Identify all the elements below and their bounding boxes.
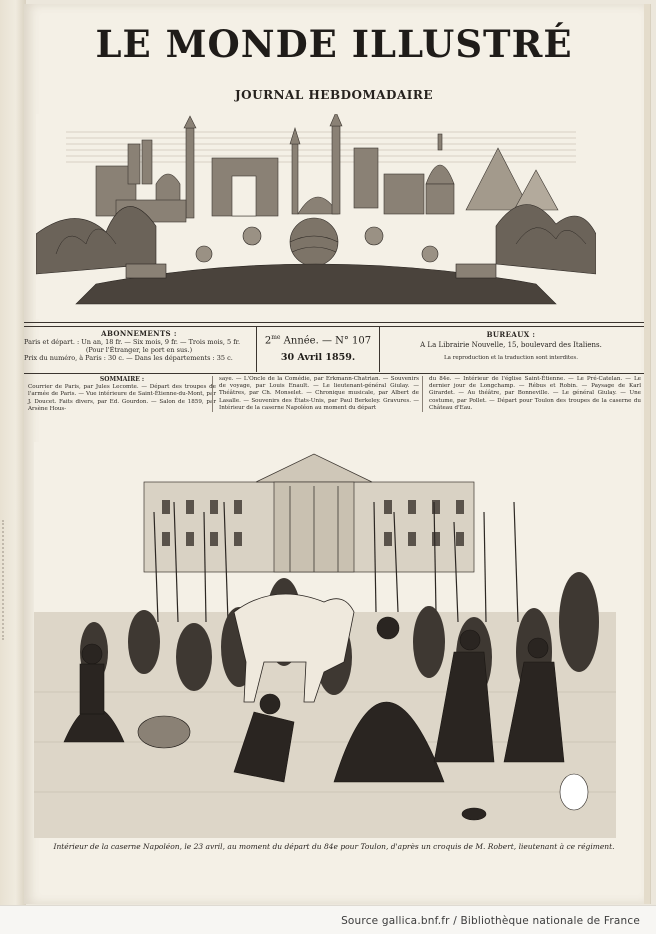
masthead-illustration bbox=[36, 114, 596, 319]
subscriptions-note: (Pour l'Étranger, le port en sus.) bbox=[85, 346, 193, 354]
year-number: 2 bbox=[264, 335, 272, 347]
summary-text-3: du 84e. — Intérieur de l'église Saint-Étienne. — Le Pré-Catelan. — Le dernier jour de Longchamp. — Rébus et Robin. — Paysage de Karl Girardet. — Au théâtre, par Bonneville. — Le général Giulay. — Une costume, par Pollet. — Départ pour Toulon des troupes de la caserne du Château d'Eau. bbox=[429, 376, 641, 411]
mid-rule bbox=[24, 373, 644, 374]
summary-column-3 bbox=[422, 376, 641, 412]
subscriptions-heading: ABONNEMENTS : bbox=[101, 329, 177, 338]
summary-text-1: Courrier de Paris, par Jules Lecomte. — Départ des troupes de l'armée de Paris. — Vue intérieure de Saint-Étienne-du-Mont, par J. Doucet. Faits divers, par Ed. Gourdon. — Salon de 1859, par Arsène Hous- bbox=[28, 384, 216, 412]
summary-column-2 bbox=[212, 376, 419, 412]
offices-block bbox=[382, 330, 640, 363]
offices-address: A La Librairie Nouvelle, 15, boulevard des Italiens. bbox=[420, 341, 602, 349]
reproduction-notice: La reproduction et la traduction sont interdites. bbox=[444, 355, 578, 361]
source-credit-link[interactable]: Source gallica.bnf.fr / Bibliothèque nationale de France bbox=[341, 915, 640, 927]
subscriptions-prices: Paris et départ. : Un an, 18 fr. — Six mois, 9 fr. — Trois mois, 5 fr. bbox=[24, 338, 241, 346]
subscriptions-block bbox=[24, 330, 254, 362]
page-edge-marks bbox=[2, 520, 12, 640]
issue-info-row bbox=[24, 326, 644, 372]
subscriptions-single-price: Prix du numéro, à Paris : 30 c. — Dans les départements : 35 c. bbox=[24, 354, 233, 362]
top-rule bbox=[24, 322, 644, 323]
summary-text-2: saye. — L'Oncle de la Comédie, par Erkmann-Chatrian. — Souvenirs de voyage, par Louis Enault. — Le lieutenant-général Giulay. — Théâtres, par Ch. Monselet. — Chronique musicale, par Albert de Lasalle. — Souvenirs des États-Unis, par Paul Berkeley. Gravures. — Intérieur de la caserne Napoléon au moment du départ bbox=[219, 376, 419, 411]
summary-column-1 bbox=[28, 376, 216, 413]
source-footer-bar bbox=[0, 905, 656, 934]
issue-date: 30 Avril 1859. bbox=[280, 352, 356, 364]
year-superscript: me bbox=[271, 334, 281, 341]
issue-number-block bbox=[256, 326, 380, 372]
summary-heading: SOMMAIRE : bbox=[99, 376, 145, 383]
offices-heading: BUREAUX : bbox=[486, 330, 536, 339]
issue-year-suffix: Année. — N° 107 bbox=[283, 335, 372, 347]
engraving-caption: Intérieur de la caserne Napoléon, le 23 avril, au moment du départ du 84e pour Toulon, d'après un croquis de M. Robert, lieutenant à ce régiment. bbox=[53, 842, 615, 851]
adjacent-page-edge bbox=[0, 0, 26, 910]
newspaper-page bbox=[24, 4, 650, 904]
issue-number bbox=[257, 334, 379, 346]
masthead-title: LE MONDE ILLUSTRÉ bbox=[95, 22, 573, 66]
barracks-engraving bbox=[34, 442, 616, 838]
masthead-subtitle: JOURNAL HEBDOMADAIRE bbox=[235, 88, 433, 102]
